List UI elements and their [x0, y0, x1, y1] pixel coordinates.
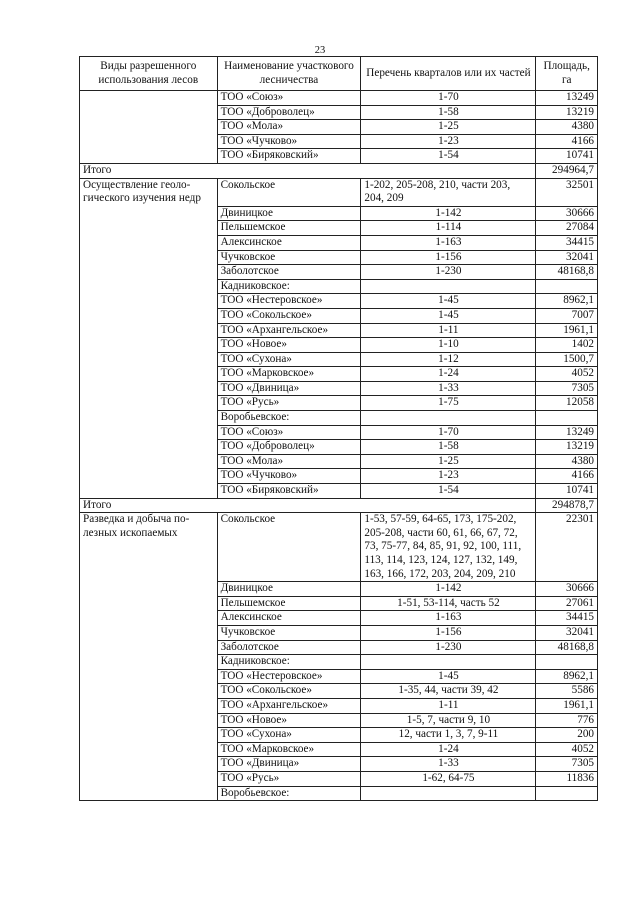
quarters-list-cell: 1-70 [361, 91, 536, 106]
area-cell: 32501 [536, 178, 598, 206]
area-cell: 22301 [536, 513, 598, 582]
area-cell: 1961,1 [536, 698, 598, 713]
table-row [80, 513, 598, 582]
area-cell: 4052 [536, 742, 598, 757]
area-cell [536, 655, 598, 670]
quarters-list-cell: 1-163 [361, 611, 536, 626]
quarters-list-cell: 1-156 [361, 625, 536, 640]
forestry-name-cell: Воробьевское: [217, 786, 361, 801]
total-value: 294964,7 [536, 163, 598, 178]
quarters-list-cell: 1-54 [361, 484, 536, 499]
header-area: Площадь, га [536, 57, 598, 91]
area-cell: 13249 [536, 91, 598, 106]
quarters-list-cell: 1-142 [361, 582, 536, 597]
area-cell: 48168,8 [536, 640, 598, 655]
quarters-list-cell: 1-24 [361, 742, 536, 757]
quarters-list-cell [361, 411, 536, 426]
area-cell: 27061 [536, 596, 598, 611]
table-body [80, 91, 598, 801]
use-type-cell: Разведка и добыча полезных ископаемых [80, 513, 218, 801]
forestry-name-cell: Кадниковское: [217, 279, 361, 294]
area-cell: 1500,7 [536, 352, 598, 367]
use-type-cell [80, 91, 218, 164]
forestry-name-cell: Заболотское [217, 640, 361, 655]
forestry-name-cell: Сокольское [217, 513, 361, 582]
forestry-name-cell: ТОО «Нестеровское» [217, 669, 361, 684]
total-value: 294878,7 [536, 498, 598, 513]
quarters-list-cell: 1-142 [361, 206, 536, 221]
area-cell: 7305 [536, 757, 598, 772]
quarters-list-cell [361, 786, 536, 801]
forestry-name-cell: ТОО «Новое» [217, 713, 361, 728]
forestry-name-cell: ТОО «Архангельское» [217, 323, 361, 338]
quarters-list-cell: 1-33 [361, 381, 536, 396]
area-cell: 48168,8 [536, 265, 598, 280]
forestry-name-cell: Алексинское [217, 611, 361, 626]
forestry-name-cell: Алексинское [217, 235, 361, 250]
quarters-list-cell: 1-5, 7, части 9, 10 [361, 713, 536, 728]
total-label: Итого [80, 498, 536, 513]
quarters-list-cell: 1-35, 44, части 39, 42 [361, 684, 536, 699]
area-cell: 13249 [536, 425, 598, 440]
area-cell: 200 [536, 728, 598, 743]
quarters-list-cell: 1-45 [361, 294, 536, 309]
quarters-list-cell: 1-33 [361, 757, 536, 772]
quarters-list-cell: 1-25 [361, 120, 536, 135]
quarters-list-cell: 12, части 1, 3, 7, 9-11 [361, 728, 536, 743]
quarters-list-cell: 1-156 [361, 250, 536, 265]
area-cell: 4052 [536, 367, 598, 382]
forestry-name-cell: Сокольское [217, 178, 361, 206]
quarters-list-cell: 1-23 [361, 134, 536, 149]
area-cell: 32041 [536, 250, 598, 265]
area-cell: 1961,1 [536, 323, 598, 338]
area-cell: 10741 [536, 149, 598, 164]
area-cell: 7305 [536, 381, 598, 396]
forestry-name-cell: ТОО «Биряковский» [217, 484, 361, 499]
forestry-name-cell: ТОО «Марковское» [217, 367, 361, 382]
quarters-list-cell: 1-11 [361, 323, 536, 338]
table-header [80, 57, 598, 91]
quarters-list-cell: 1-51, 53-114, часть 52 [361, 596, 536, 611]
quarters-list-cell: 1-25 [361, 454, 536, 469]
area-cell: 4166 [536, 469, 598, 484]
quarters-list-cell: 1-45 [361, 669, 536, 684]
area-cell: 4166 [536, 134, 598, 149]
quarters-list-cell: 1-53, 57-59, 64-65, 173, 175-202, 205-208, части 60, 61, 66, 67, 72, 73, 75-77, 84, 85, 91, 92, 100, 111, 113, 114, 123, 124, 127, 132, 149, 163, 166, 172, 203, 204, 209, 210 [361, 513, 536, 582]
quarters-list-cell: 1-202, 205-208, 210, части 203, 204, 209 [361, 178, 536, 206]
forestry-name-cell: ТОО «Сухона» [217, 352, 361, 367]
forestry-name-cell: Чучковское [217, 250, 361, 265]
forestry-name-cell: ТОО «Чучково» [217, 469, 361, 484]
forestry-name-cell: ТОО «Двиница» [217, 381, 361, 396]
forestry-name-cell: ТОО «Мола» [217, 454, 361, 469]
area-cell [536, 279, 598, 294]
quarters-list-cell: 1-230 [361, 640, 536, 655]
quarters-list-cell [361, 655, 536, 670]
header-forestry-name: Наименование участкового лесничества [217, 57, 361, 91]
table-row [80, 178, 598, 206]
forestry-name-cell: ТОО «Чучково» [217, 134, 361, 149]
forestry-name-cell: ТОО «Сокольское» [217, 684, 361, 699]
area-cell: 1402 [536, 338, 598, 353]
forestry-name-cell: Двиницкое [217, 582, 361, 597]
forestry-name-cell: Пельшемское [217, 221, 361, 236]
page-number: 23 [314, 45, 326, 56]
forestry-name-cell: ТОО «Марковское» [217, 742, 361, 757]
total-row [80, 163, 598, 178]
quarters-list-cell: 1-230 [361, 265, 536, 280]
forestry-name-cell: ТОО «Доброволец» [217, 440, 361, 455]
forestry-name-cell: ТОО «Мола» [217, 120, 361, 135]
area-cell: 11836 [536, 771, 598, 786]
forestry-name-cell: ТОО «Нестеровское» [217, 294, 361, 309]
forestry-name-cell: ТОО «Биряковский» [217, 149, 361, 164]
area-cell: 10741 [536, 484, 598, 499]
forestry-name-cell: ТОО «Сокольское» [217, 308, 361, 323]
forestry-name-cell: ТОО «Архангельское» [217, 698, 361, 713]
forestry-name-cell: ТОО «Союз» [217, 91, 361, 106]
forestry-name-cell: ТОО «Новое» [217, 338, 361, 353]
forestry-name-cell: Пельшемское [217, 596, 361, 611]
area-cell: 13219 [536, 440, 598, 455]
area-cell: 8962,1 [536, 294, 598, 309]
forestry-name-cell: ТОО «Сухона» [217, 728, 361, 743]
area-cell [536, 411, 598, 426]
area-cell: 27084 [536, 221, 598, 236]
area-cell: 7007 [536, 308, 598, 323]
area-cell: 12058 [536, 396, 598, 411]
forestry-name-cell: ТОО «Русь» [217, 771, 361, 786]
area-cell: 34415 [536, 611, 598, 626]
total-label: Итого [80, 163, 536, 178]
forestry-name-cell: ТОО «Доброволец» [217, 105, 361, 120]
forestry-name-cell: ТОО «Русь» [217, 396, 361, 411]
header-quarters-list: Перечень кварталов или их частей [361, 57, 536, 91]
quarters-list-cell: 1-54 [361, 149, 536, 164]
quarters-list-cell: 1-75 [361, 396, 536, 411]
quarters-list-cell: 1-45 [361, 308, 536, 323]
quarters-list-cell: 1-24 [361, 367, 536, 382]
table-row [80, 91, 598, 106]
forestry-name-cell: ТОО «Союз» [217, 425, 361, 440]
quarters-list-cell: 1-11 [361, 698, 536, 713]
forestry-name-cell: ТОО «Двиница» [217, 757, 361, 772]
area-cell: 30666 [536, 206, 598, 221]
quarters-list-cell: 1-23 [361, 469, 536, 484]
forest-use-table [79, 56, 598, 801]
area-cell: 4380 [536, 454, 598, 469]
area-cell [536, 786, 598, 801]
total-row [80, 498, 598, 513]
area-cell: 34415 [536, 235, 598, 250]
area-cell: 8962,1 [536, 669, 598, 684]
area-cell: 32041 [536, 625, 598, 640]
use-type-cell: Осуществление геологического изучения недр [80, 178, 218, 498]
forestry-name-cell: Кадниковское: [217, 655, 361, 670]
quarters-list-cell: 1-10 [361, 338, 536, 353]
area-cell: 4380 [536, 120, 598, 135]
area-cell: 13219 [536, 105, 598, 120]
quarters-list-cell [361, 279, 536, 294]
quarters-list-cell: 1-62, 64-75 [361, 771, 536, 786]
quarters-list-cell: 1-58 [361, 105, 536, 120]
quarters-list-cell: 1-58 [361, 440, 536, 455]
area-cell: 30666 [536, 582, 598, 597]
forestry-name-cell: Воробьевское: [217, 411, 361, 426]
quarters-list-cell: 1-163 [361, 235, 536, 250]
quarters-list-cell: 1-12 [361, 352, 536, 367]
area-cell: 5586 [536, 684, 598, 699]
area-cell: 776 [536, 713, 598, 728]
forestry-name-cell: Заболотское [217, 265, 361, 280]
forestry-name-cell: Чучковское [217, 625, 361, 640]
quarters-list-cell: 1-114 [361, 221, 536, 236]
header-use-type: Виды разрешенного использования лесов [80, 57, 218, 91]
forestry-name-cell: Двиницкое [217, 206, 361, 221]
quarters-list-cell: 1-70 [361, 425, 536, 440]
